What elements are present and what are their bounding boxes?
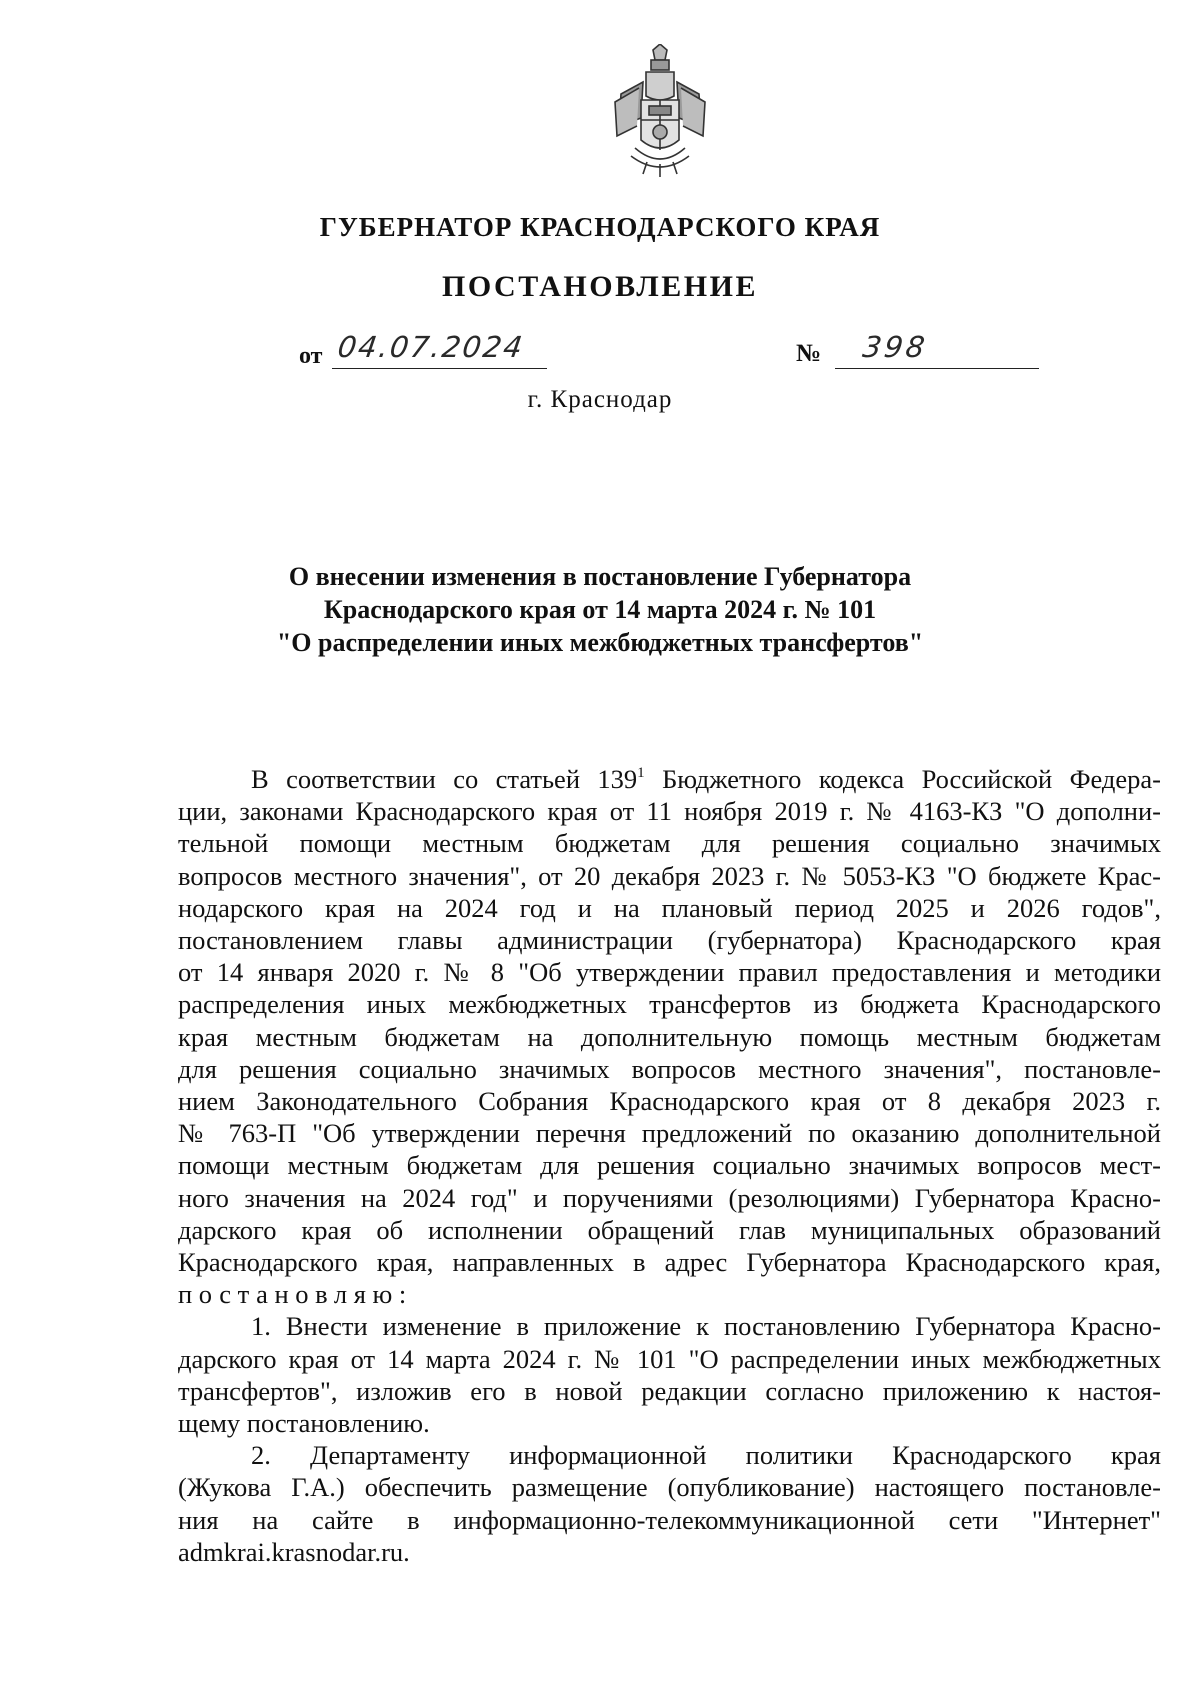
number-label: № bbox=[796, 340, 822, 367]
city-name: г. Краснодар bbox=[527, 386, 673, 413]
subject-line: "О распределении иных межбюджетных трансфертов" bbox=[276, 628, 924, 657]
document-type: ПОСТАНОВЛЕНИЕ bbox=[442, 270, 758, 303]
body-line: Краснодарского края, направленных в адрес Губернатора Краснодарского края, bbox=[178, 1247, 1161, 1278]
item-2-line: ния на сайте в информационно-телекоммуникационной сети "Интернет" bbox=[178, 1504, 1161, 1535]
resolve-word: постановляю: bbox=[178, 1279, 413, 1310]
item-1-line: дарского края от 14 марта 2024 г. № 101 "О распределении иных межбюджетных bbox=[178, 1343, 1161, 1374]
body-line: от 14 января 2020 г. № 8 "Об утверждении правил предоставления и методики bbox=[178, 957, 1161, 988]
body-line: вопросов местного значения", от 20 декабря 2023 г. № 5053-КЗ "О бюджете Крас- bbox=[178, 860, 1161, 891]
body-line: нием Законодательного Собрания Краснодарского края от 8 декабря 2023 г. bbox=[178, 1086, 1161, 1117]
body-line: распределения иных межбюджетных трансфертов из бюджета Краснодарского bbox=[178, 989, 1161, 1020]
date-label: от bbox=[299, 343, 323, 369]
issuer-title: ГУБЕРНАТОР КРАСНОДАРСКОГО КРАЯ bbox=[319, 212, 881, 242]
item-2-line: admkrai.krasnodar.ru. bbox=[178, 1536, 410, 1567]
item-1-line: трансфертов", изложив его в новой редакции согласно приложению к настоя- bbox=[178, 1375, 1161, 1406]
body-line: № 763-П "Об утверждении перечня предложений по оказанию дополнительной bbox=[178, 1118, 1161, 1149]
item-1-line: 1. Внести изменение в приложение к постановлению Губернатора Красно- bbox=[251, 1311, 1161, 1342]
body-text: Бюджетного кодекса Российской Федера- bbox=[644, 764, 1162, 794]
item-1-line: щему постановлению. bbox=[178, 1408, 430, 1439]
date-value: 04.07.2024 bbox=[335, 330, 527, 364]
number-value: 398 bbox=[860, 330, 930, 364]
body-line: ции, законами Краснодарского края от 11 ноября 2019 г. № 4163-КЗ "О дополни- bbox=[178, 796, 1161, 827]
body-line: постановлением главы администрации (губернатора) Краснодарского края bbox=[178, 925, 1161, 956]
item-2-line: 2. Департаменту информационной политики Краснодарского края bbox=[251, 1440, 1161, 1471]
number-field bbox=[835, 328, 1039, 369]
body-line: дарского края об исполнении обращений глав муниципальных образований bbox=[178, 1214, 1161, 1245]
body-line: ного значения на 2024 год" и поручениями (резолюциями) Губернатора Красно- bbox=[178, 1182, 1161, 1213]
body-line: тельной помощи местным бюджетам для решения социально значимых bbox=[178, 828, 1161, 859]
coat-of-arms-emblem bbox=[613, 44, 707, 179]
document-body bbox=[178, 763, 1161, 1568]
body-text: В соответствии со статьей 139 bbox=[251, 764, 638, 794]
superscript: 1 bbox=[637, 765, 645, 781]
subject-line: О внесении изменения в постановление Губернатора bbox=[288, 562, 912, 591]
body-line: нодарского края на 2024 год и на плановый период 2025 и 2026 годов", bbox=[178, 892, 1161, 923]
body-line: края местным бюджетам на дополнительную помощь местным бюджетам bbox=[178, 1021, 1161, 1052]
item-2-line: (Жукова Г.А.) обеспечить размещение (опубликование) настоящего постановле- bbox=[178, 1472, 1161, 1503]
body-line bbox=[178, 763, 1161, 795]
subject-line: Краснодарского края от 14 марта 2024 г. № 101 bbox=[323, 595, 877, 624]
date-field bbox=[332, 328, 547, 369]
body-line: для решения социально значимых вопросов местного значения", постановле- bbox=[178, 1053, 1161, 1084]
document-subject bbox=[180, 560, 1020, 659]
body-line: помощи местным бюджетам для решения социально значимых вопросов мест- bbox=[178, 1150, 1161, 1181]
